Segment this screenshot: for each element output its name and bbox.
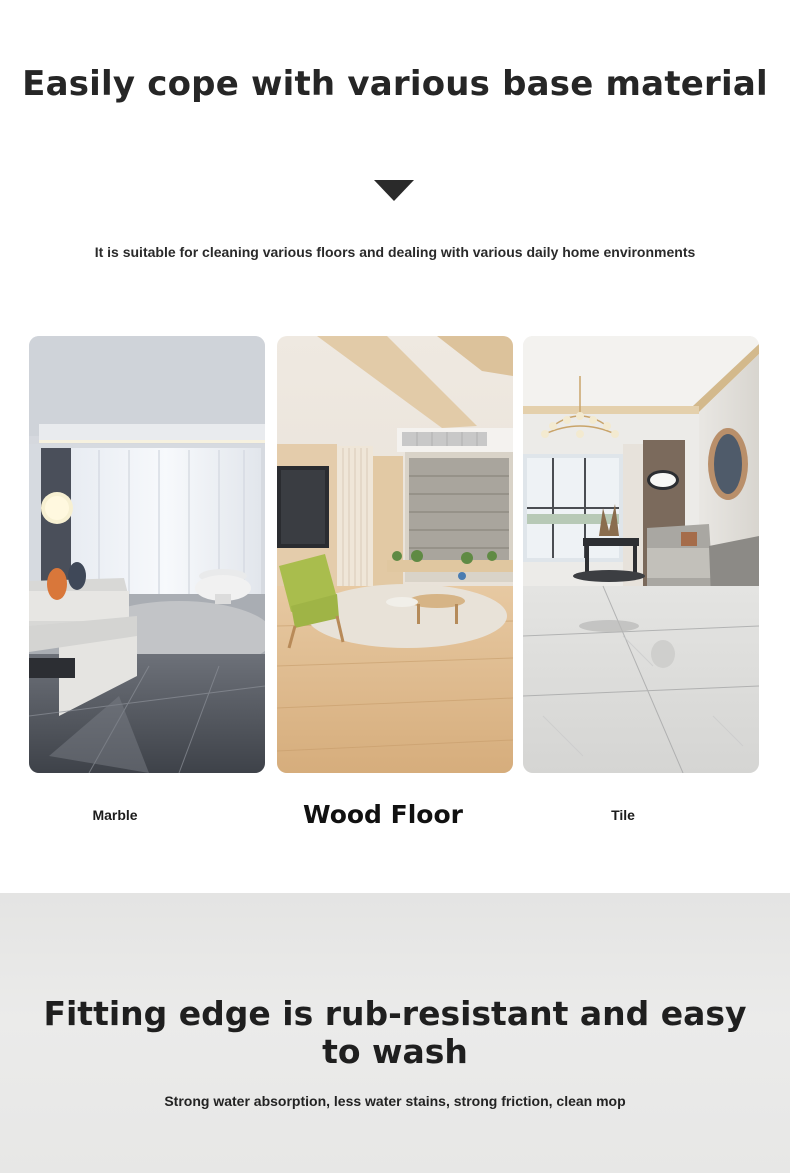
tile-caption: Tile (611, 807, 635, 823)
wood-floor-caption: Wood Floor (303, 800, 463, 829)
wood-floor-room-photo (277, 336, 513, 773)
section-subheadline: It is suitable for cleaning various floors and dealing with various daily home environments (94, 244, 696, 260)
feature-title: Fitting edge is rub-resistant and easy to wash (43, 994, 747, 1071)
tile-room-photo (523, 336, 759, 773)
marble-room-photo (29, 336, 265, 773)
marble-caption: Marble (92, 807, 138, 823)
triangle-down-icon (374, 180, 414, 201)
section-headline: Easily cope with various base material (22, 64, 768, 104)
feature-subtitle: Strong water absorption, less water stains, strong friction, clean mop (164, 1093, 626, 1109)
edge-feature-section (0, 893, 790, 1173)
